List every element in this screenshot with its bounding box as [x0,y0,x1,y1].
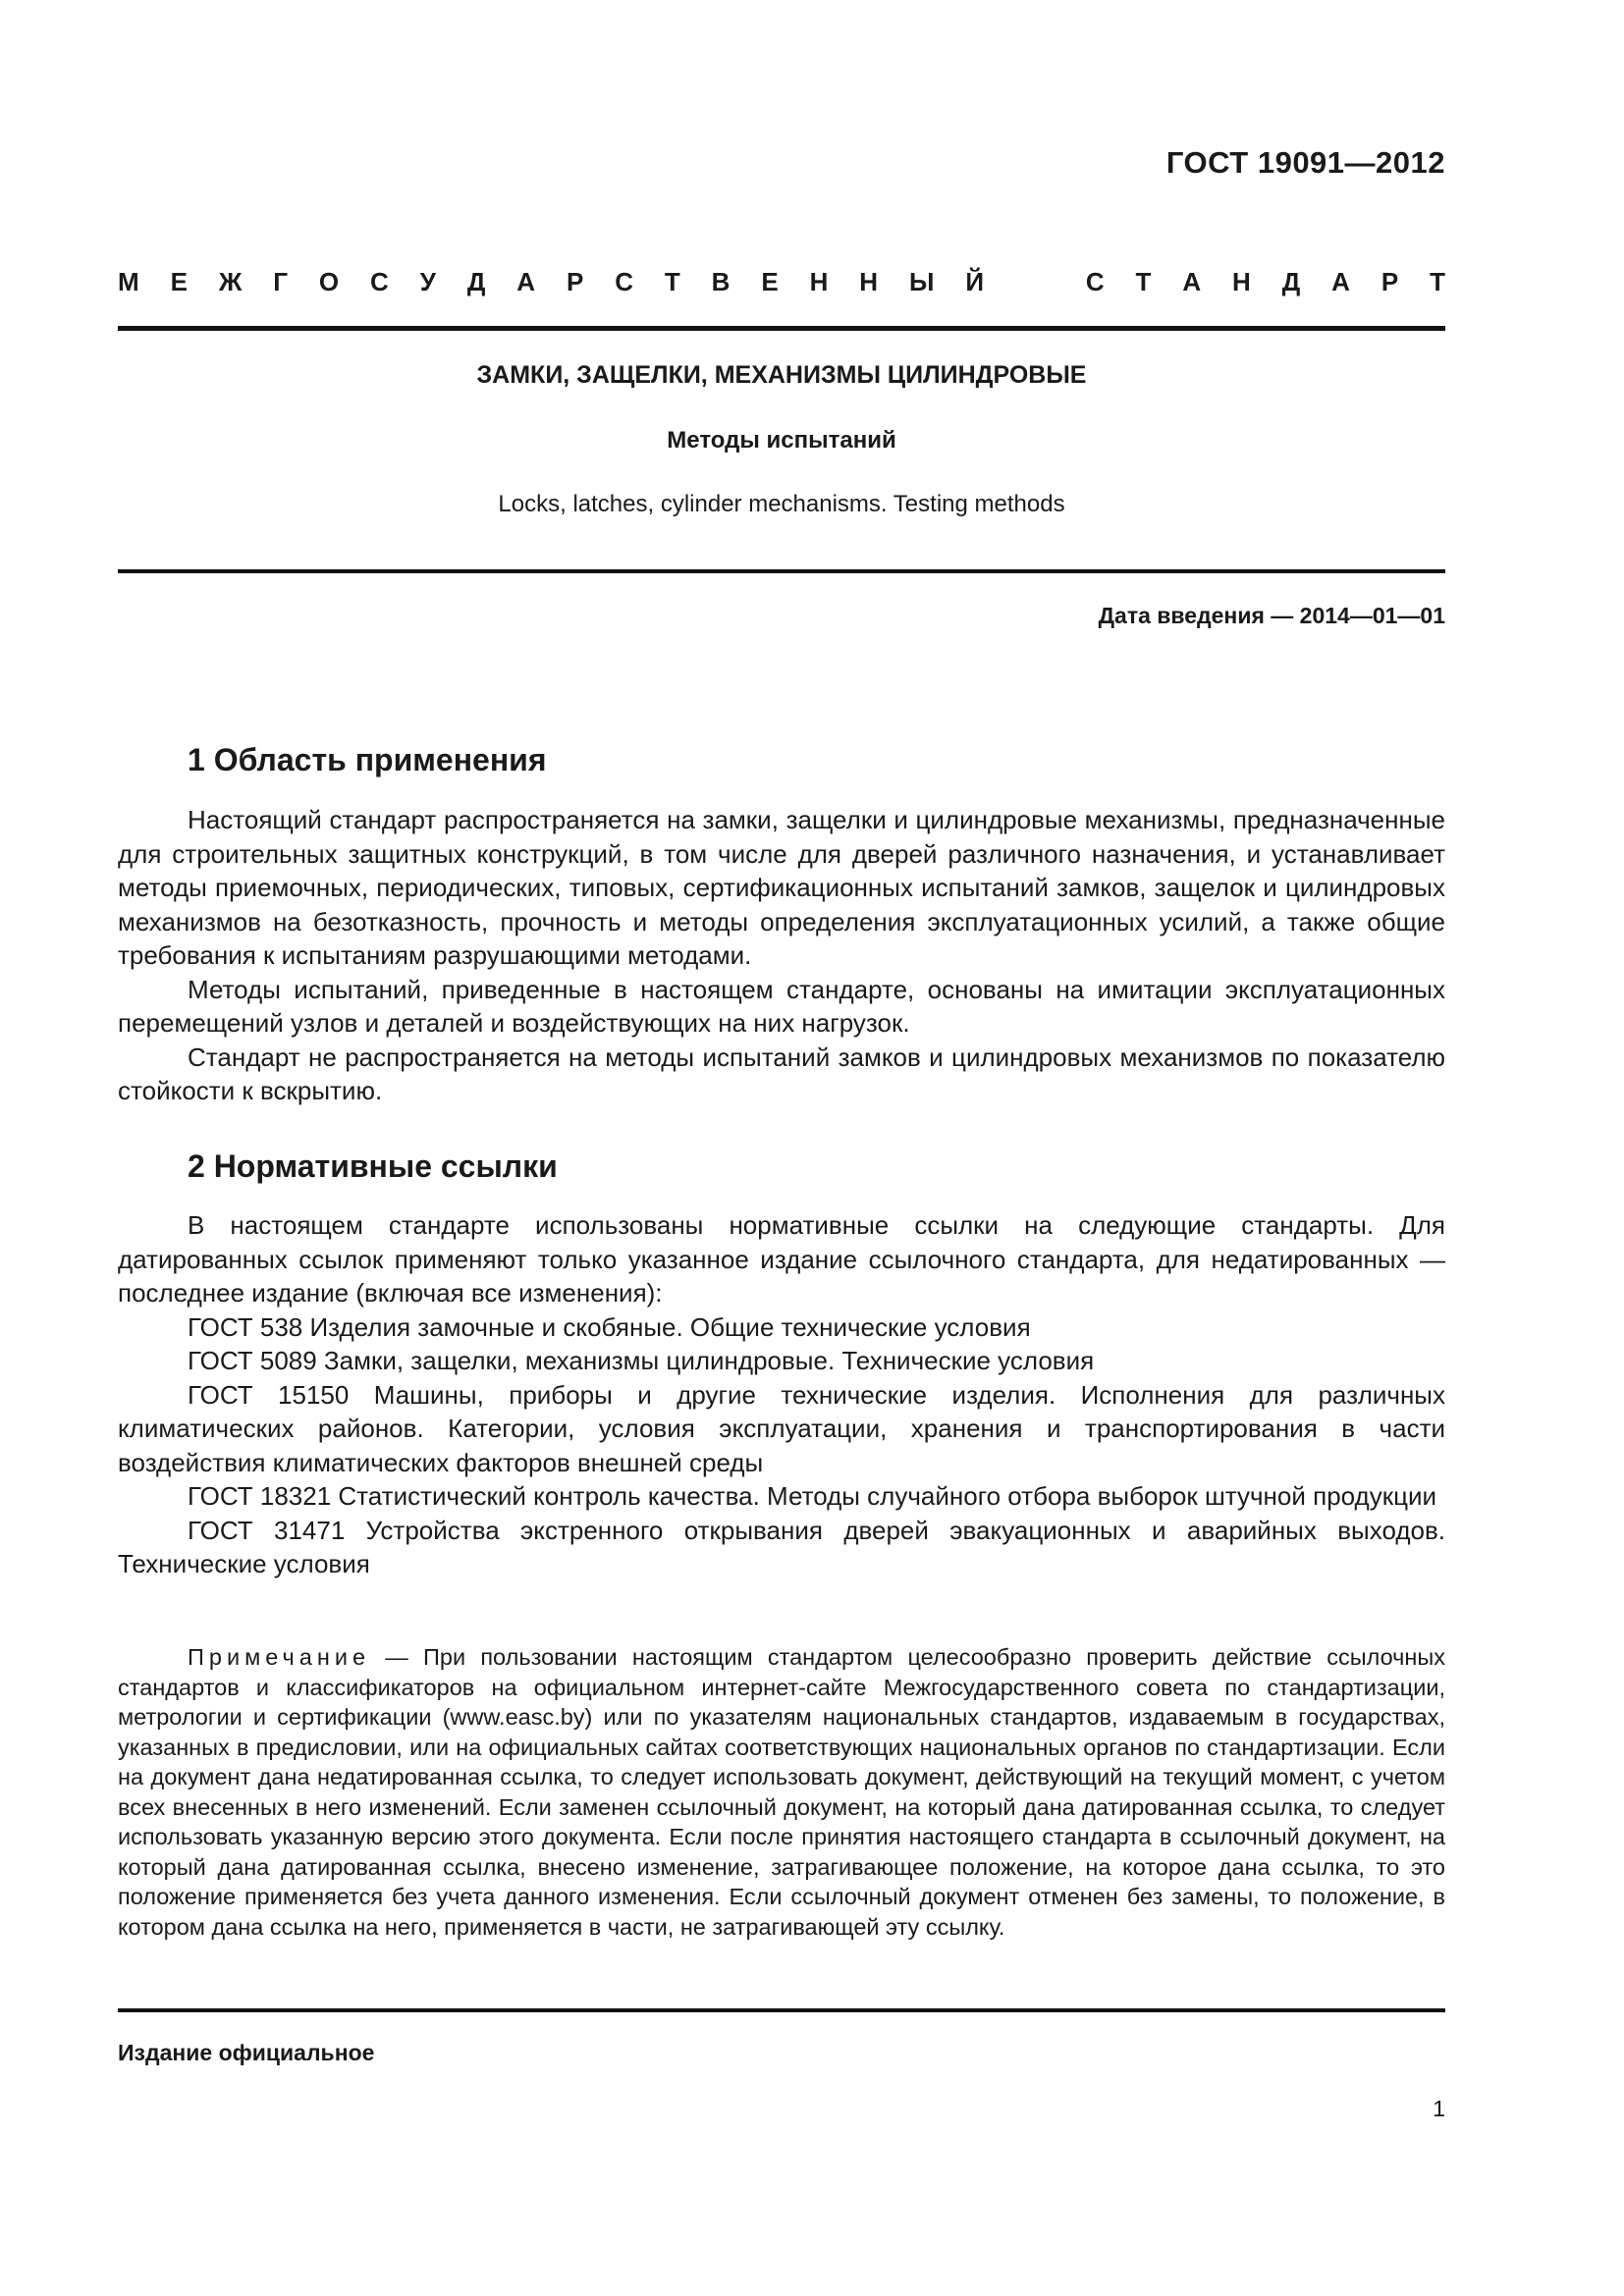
standard-type-letter: В [711,267,731,296]
word-gap [1015,267,1055,297]
footer-divider [118,2008,1445,2012]
section-body-normative-references [118,1208,1445,1581]
note-label: Примечание [188,1644,371,1670]
standard-type-letter: А [1182,267,1202,296]
reference-item: ГОСТ 31471 Устройства экстренного открывания дверей эвакуационных и аварийных выходов. Технические условия [118,1515,1445,1578]
section-heading-scope: 1 Область применения [188,742,547,777]
standard-type-letter: Р [1380,267,1399,296]
english-title: Locks, latches, cylinder mechanisms. Testing methods [498,491,1065,517]
standard-type-letter: Е [761,267,779,296]
standard-type-letter: Т [1135,267,1152,296]
standard-type-letter: Д [1281,267,1301,296]
standard-type-letter: Н [809,267,829,296]
paragraph: В настоящем стандарте использованы нормативные ссылки на следующие стандарты. Для датированных ссылок применяют только указанное издание ссылочного стандарта, для недатированных — последнее издание (включая все изменения): [118,1210,1445,1308]
standard-type-letter: А [1331,267,1350,296]
section-body-scope [118,803,1445,1108]
standard-type-letter: Р [566,267,584,296]
standard-type-letter: М [118,267,139,296]
standard-type-letter: С [615,267,633,296]
standard-type-letter: Ж [218,267,243,296]
standard-type-letter: Ы [908,267,935,296]
standard-type-letter: С [1085,267,1105,296]
standard-type-letter: Й [965,267,985,296]
paragraph: Настоящий стандарт распространяется на замки, защелки и цилиндровые механизмы, предназначенные для строительных защитных конструкций, в том числе для дверей различного назначения, и устанавливает методы приемочных, периодических, типовых, сертификационных испытаний замков, защелок и цилиндровых механизмов на безотказность, прочность и методы определения эксплуатационных усилий, а также общие требования к испытаниям разрушающими методами. [118,805,1445,970]
standard-type-letter: О [318,267,340,296]
document-subtitle: Методы испытаний [667,427,896,454]
standard-type-letter: А [516,267,536,296]
standard-type-letter: Н [859,267,879,296]
standard-type-letter: Д [466,267,486,296]
note-text: — При пользовании настоящим стандартом целесообразно проверить действие ссылочных стандартов и классификаторов на официальном интернет-сайте Межгосударственного совета по стандартизации, метрологии и сертификации (www.easc.by) или по указателям национальных стандартов, издаваемым в государствах, указанных в предисловии, или на официальных сайтах соответствующих национальных органов по стандартизации. Если на документ дана недатированная ссылка, то следует использовать документ, действующий на текущий момент, с учетом всех внесенных в него изменений. Если заменен ссылочный документ, на который дана датированная ссылка, то следует использовать указанную версию этого документа. Если после принятия настоящего стандарта в ссылочный документ, на который дана датированная ссылка, внесено изменение, затрагивающее положение, на которое дана ссылка, то это положение применяется без учета данного изменения. Если ссылочный документ отменен без замены, то положение, в котором дана ссылка на него, применяется в части, не затрагивающей эту ссылку. [118,1644,1445,1940]
standard-type-letter: Г [273,267,288,296]
edition-label: Издание официальное [118,2040,375,2065]
paragraph: Методы испытаний, приведенные в настоящем стандарте, основаны на имитации эксплуатационных перемещений узлов и деталей и воздействующих на них нагрузок. [118,974,1445,1038]
note [118,1642,1445,1942]
header-divider [118,326,1445,331]
title-divider [118,569,1445,573]
standard-type-letter: У [419,267,436,296]
document-number: ГОСТ 19091—2012 [1165,145,1445,180]
introduction-date: Дата введения — 2014—01—01 [1098,603,1445,628]
reference-item: ГОСТ 538 Изделия замочные и скобяные. Общие технические условия [188,1311,1031,1342]
standard-type-letter: Т [664,267,680,296]
standard-type-letter: Т [1430,267,1445,296]
standard-type-letter: Е [170,267,188,296]
paragraph: Стандарт не распространяется на методы испытаний замков и цилиндровых механизмов по показателю стойкости к вскрытию. [118,1041,1445,1105]
reference-item: ГОСТ 15150 Машины, приборы и другие технические изделия. Исполнения для различных климатических районов. Категории, условия эксплуатации, хранения и транспортирования в части воздействия климатических факторов внешней среды [118,1379,1445,1477]
reference-item: ГОСТ 5089 Замки, защелки, механизмы цилиндровые. Технические условия [188,1346,1095,1375]
standard-type-letter: С [370,267,389,296]
section-heading-normative-references: 2 Нормативные ссылки [188,1148,558,1184]
page-number: 1 [1433,2096,1445,2121]
standard-type-label [118,267,1445,297]
reference-item: ГОСТ 18321 Статистический контроль качества. Методы случайного отбора выборок штучной продукции [188,1481,1437,1511]
document-title: ЗАМКИ, ЗАЩЕЛКИ, МЕХАНИЗМЫ ЦИЛИНДРОВЫЕ [476,361,1087,389]
standard-type-letter: Н [1232,267,1251,296]
